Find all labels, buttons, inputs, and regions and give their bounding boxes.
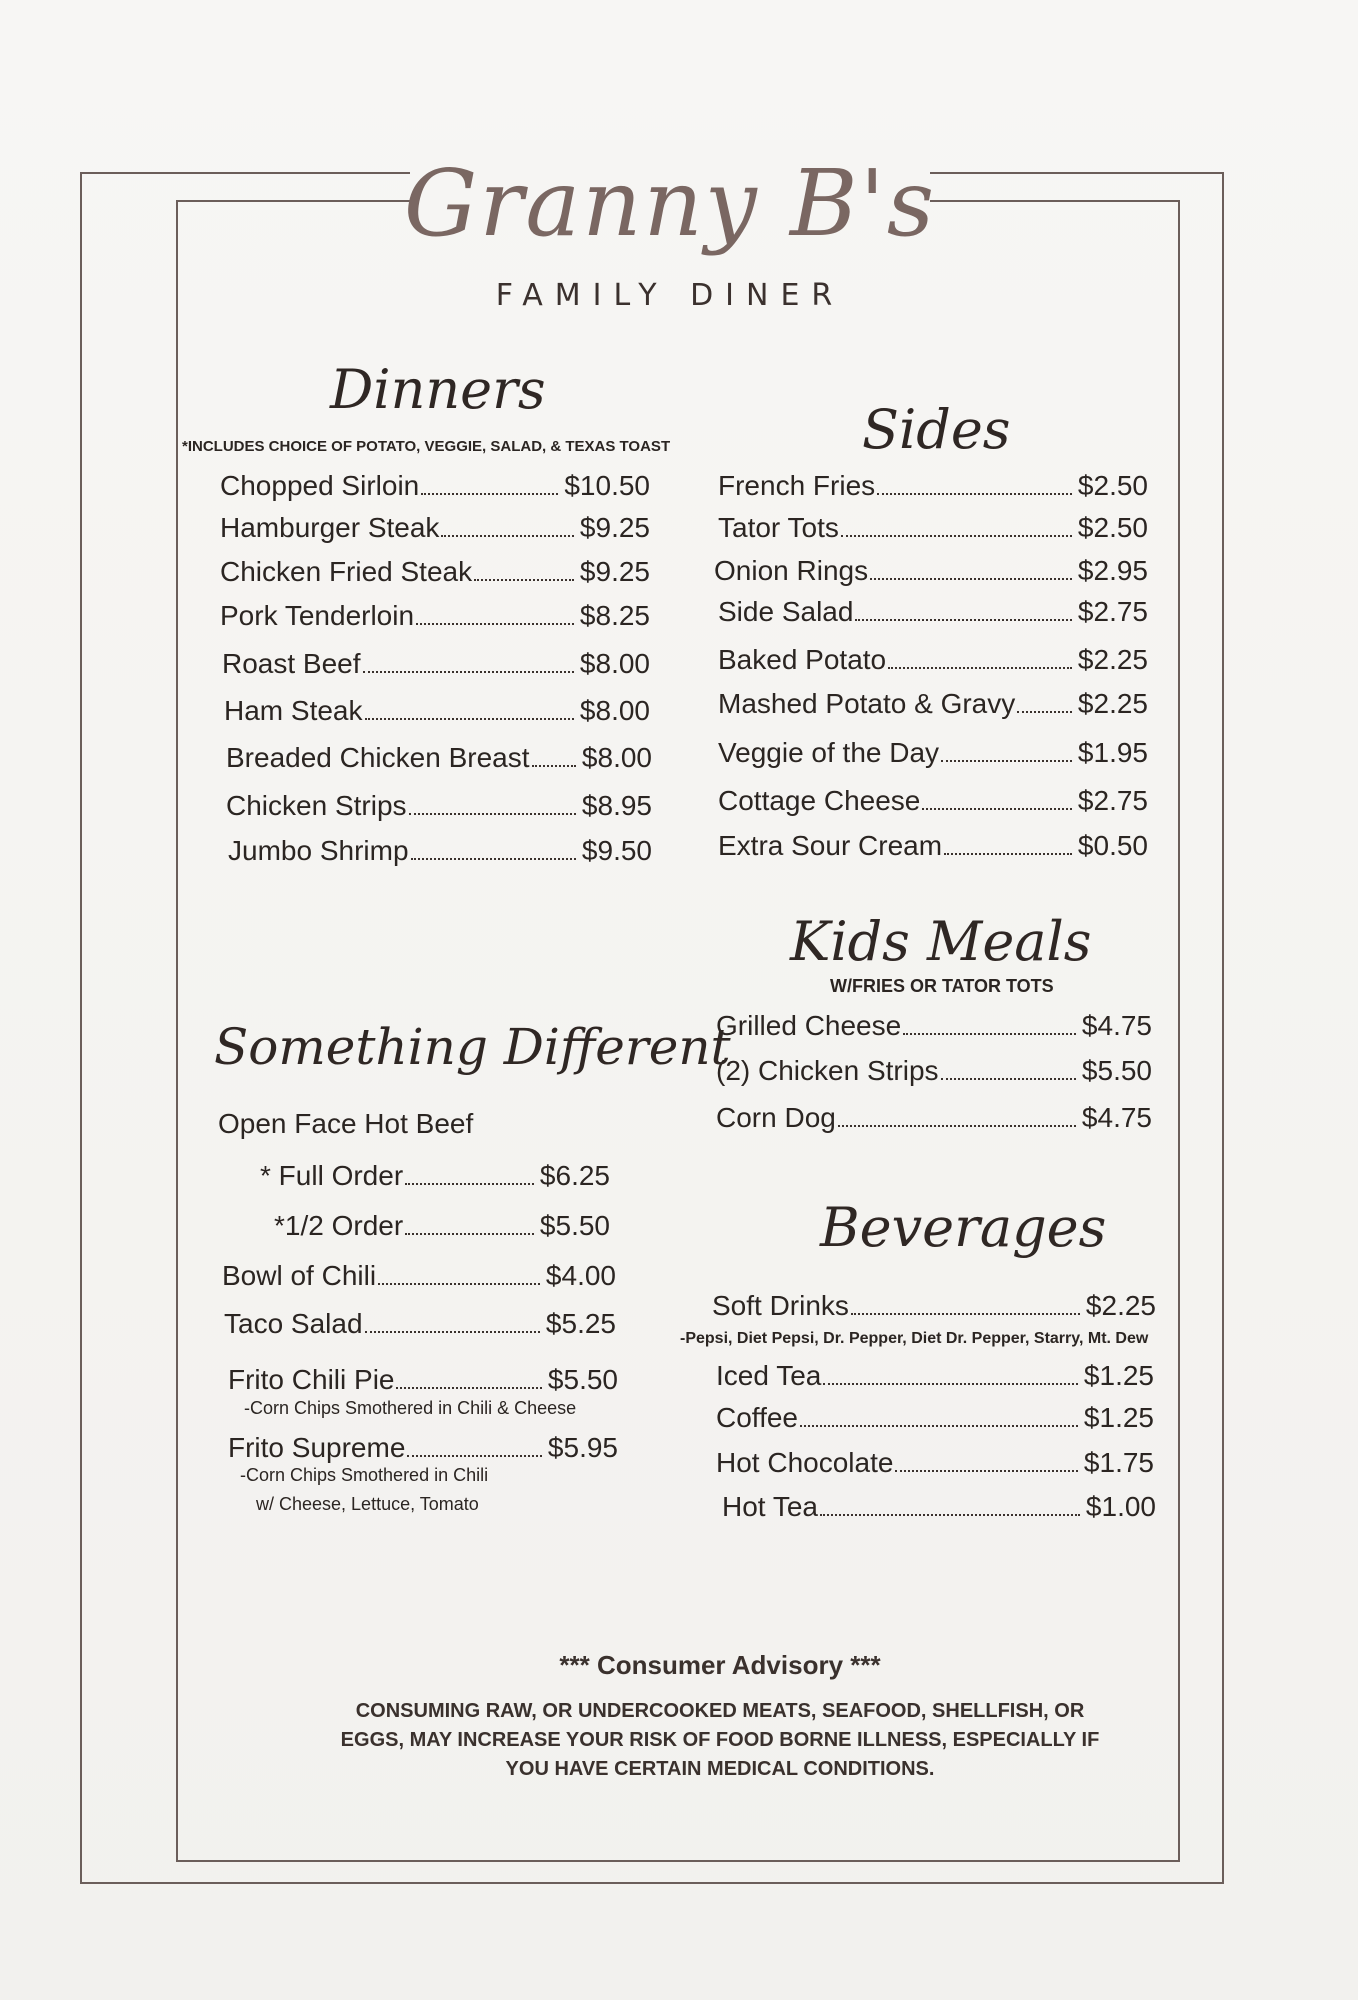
menu-item: Onion Rings $2.95 <box>714 555 1148 586</box>
menu-item: Hamburger Steak $9.25 <box>220 512 650 543</box>
menu-item: Coffee $1.25 <box>716 1402 1154 1433</box>
advisory-title: *** Consumer Advisory *** <box>559 1650 881 1680</box>
menu-item: Chopped Sirloin $10.50 <box>220 470 650 501</box>
advisory-line: CONSUMING RAW, OR UNDERCOOKED MEATS, SEAFOOD, SHELLFISH, OR <box>355 1700 1085 1722</box>
dinners-heading: Dinners <box>330 358 546 421</box>
menu-item: Hot Chocolate $1.75 <box>716 1447 1154 1478</box>
item-description: -Corn Chips Smothered in Chili <box>240 1465 489 1485</box>
item-description: -Pepsi, Diet Pepsi, Dr. Pepper, Diet Dr. Pepper, Starry, Mt. Dew <box>680 1330 1149 1347</box>
item-description: w/ Cheese, Lettuce, Tomato <box>256 1494 479 1514</box>
menu-item: *1/2 Order $5.50 <box>274 1210 610 1241</box>
menu-item: Taco Salad $5.25 <box>224 1308 616 1339</box>
advisory-line: EGGS, MAY INCREASE YOUR RISK OF FOOD BORNE ILLNESS, ESPECIALLY IF <box>340 1729 1100 1751</box>
menu-item: Frito Supreme $5.95 <box>228 1432 618 1463</box>
advisory-line: YOU HAVE CERTAIN MEDICAL CONDITIONS. <box>505 1758 935 1780</box>
menu-item: Hot Tea $1.00 <box>722 1491 1156 1522</box>
menu-item: Veggie of the Day $1.95 <box>718 737 1148 768</box>
beverages-heading: Beverages <box>820 1196 1107 1259</box>
menu-item: Grilled Cheese $4.75 <box>716 1010 1152 1041</box>
different-heading: Something Different <box>214 1018 731 1076</box>
menu-item: Side Salad $2.75 <box>718 596 1148 627</box>
menu-item: (2) Chicken Strips $5.50 <box>716 1055 1152 1086</box>
menu-item: Tator Tots $2.50 <box>718 512 1148 543</box>
menu-item: Jumbo Shrimp $9.50 <box>228 835 652 866</box>
kids-heading: Kids Meals <box>790 910 1092 973</box>
kids-note: W/FRIES OR TATOR TOTS <box>830 976 1054 996</box>
sides-heading: Sides <box>862 398 1011 461</box>
advisory-body <box>330 1697 1110 1784</box>
menu-item: Chicken Strips $8.95 <box>226 790 652 821</box>
menu-item: Breaded Chicken Breast $8.00 <box>226 742 652 773</box>
menu-item: Pork Tenderloin $8.25 <box>220 600 650 631</box>
menu-item: * Full Order $6.25 <box>260 1160 610 1191</box>
menu-item: Iced Tea $1.25 <box>716 1360 1154 1391</box>
menu-item: Frito Chili Pie $5.50 <box>228 1364 618 1395</box>
logo-subtitle: FAMILY DINER <box>495 278 845 313</box>
menu-item: Bowl of Chili $4.00 <box>222 1260 616 1291</box>
menu-item: Soft Drinks $2.25 <box>712 1290 1156 1321</box>
menu-item: Ham Steak $8.00 <box>224 695 650 726</box>
menu-item: Corn Dog $4.75 <box>716 1102 1152 1133</box>
menu-item: Cottage Cheese $2.75 <box>718 785 1148 816</box>
menu-item: French Fries $2.50 <box>718 470 1148 501</box>
menu-item: Mashed Potato & Gravy $2.25 <box>718 688 1148 719</box>
logo-script: Granny B's <box>403 150 937 257</box>
menu-item: Chicken Fried Steak $9.25 <box>220 556 650 587</box>
menu-item: Extra Sour Cream $0.50 <box>718 830 1148 861</box>
open-face-label: Open Face Hot Beef <box>218 1108 474 1139</box>
dinners-note: *INCLUDES CHOICE OF POTATO, VEGGIE, SALAD, & TEXAS TOAST <box>182 438 671 455</box>
menu-item: Roast Beef $8.00 <box>222 648 650 679</box>
menu-item: Baked Potato $2.25 <box>718 644 1148 675</box>
item-description: -Corn Chips Smothered in Chili & Cheese <box>244 1398 577 1418</box>
